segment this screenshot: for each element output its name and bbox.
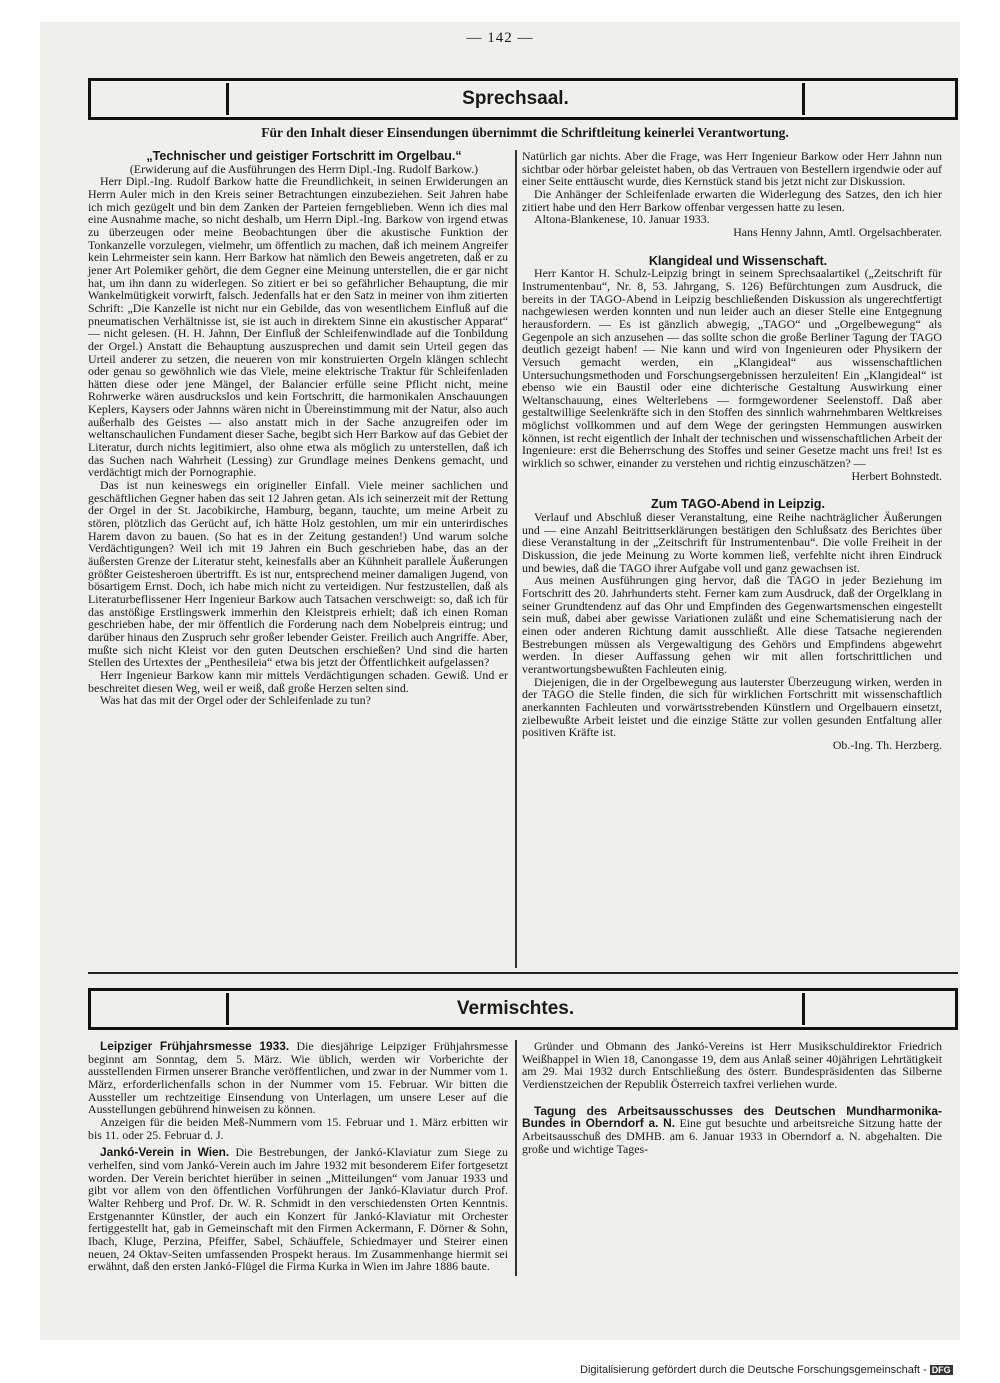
article1-paragraph: Natürlich gar nichts. Aber die Frage, was Herr Ingenieur Barkow oder Herr Jahnn nun sichtbar oder hörbar geleistet haben, ob das Vertrauen von Bestellern irgendwie oder auf einer Seite enttäuscht wurde, dies Kernstück stand bis jetzt nicht zur Diskussion. bbox=[522, 149, 942, 189]
article3-paragraph: Verlauf und Abschluß dieser Veranstaltung, eine Reihe nachträglicher Äußerungen und — eine Anzahl Beitrittserklärungen bestätigen den Schlußsatz des Berichtes über diese Veranstaltung in der „Zeitschrift für Instrumentenbau“. Die volle Freiheit in der Diskussion, die jede Meinung zu Worte kommen ließ, verfehlte nicht ihren Eindruck und bewies, daß die TAGO ihrer Aufgabe voll und ganz gewachsen ist. bbox=[522, 510, 942, 575]
item3-title: Tagung des Arbeitsausschusses des Deutschen Mundharmonika-Bundes in Oberndorf a. N. bbox=[522, 1103, 942, 1131]
sprechsaal-banner bbox=[88, 78, 958, 120]
sprechsaal-right-column bbox=[522, 150, 942, 752]
article2-title: Klangideal und Wissenschaft. bbox=[648, 253, 828, 268]
item1-text: Die diesjährige Leipziger Frühjahrsmesse beginnt am Sonntag, dem 5. März. Wie üblich, werden wir Vorberichte der ausstellenden Firmen unserer Branche veröffentlichen, und zwar in der Nummer vom 1. März, erforderlichenfalls schon in der Nummer vom 15. Februar. Wir bitten die Aussteller um rechtzeitige Einsendung von Unterlagen, um unsere Leser auf die Ausstellungen gebührend hinweisen zu können. bbox=[88, 1039, 508, 1117]
item1-paragraph: Anzeigen für die beiden Meß-Nummern vom 15. Februar und 1. März erbitten wir bis 11. oder 25. Februar d. J. bbox=[88, 1114, 508, 1142]
sprechsaal-left-column bbox=[88, 150, 508, 707]
item3-text: Eine gut besuchte und arbeitsreiche Sitzung hatte der Arbeitsausschuß des DMHB. am 6. Januar 1933 in Oberndorf a. N. abgehalten. Die große und wichtige Tages- bbox=[522, 1116, 942, 1156]
vermischtes-left-column bbox=[88, 1040, 508, 1273]
disclaimer: Für den Inhalt dieser Einsendungen übernimmt die Schriftleitung keinerlei Verantwortung. bbox=[261, 125, 789, 140]
vermischtes-right-column bbox=[522, 1040, 942, 1155]
article1-paragraph: Herr Dipl.-Ing. Rudolf Barkow hatte die Freundlichkeit, in seinen Erwiderungen an Herrn Auler mich in den Kreis seiner Betrachtungen einzubeziehen. Seit Jahren habe ich mich gezügelt und bin dem Zanken der Parteien ferngeblieben. Wenn ich dies mal eine Ausnahme mache, so nicht deshalb, um Herrn Dipl.-Ing. Barkow von irgend etwas zu überzeugen oder meine Beobachtungen über die akustische Funktion der Tonkanzelle vorzulegen, vielmehr, um öffentlich zu machen, daß ich meinem Angreifer kein Lehrmeister sein kann. Herr Barkow hat nämlich den Beweis angetreten, daß er zu jener Art Polemiker gehört, die dem Gegner eine Meinung unterstellen, die er gar nicht hat, um ihn dann zu widerlegen. So zitiert er bei so gefährlicher Behauptung, die mir Wankelmütigkeit vorwirft, falsch. Jedenfalls hat er den Satz in meiner von ihm zitierten Schrift: „Die Kanzelle ist nicht nur ein Gebilde, das von wesentlichem Einfluß auf die pneumatischen Verhältnisse ist, sie ist auch in direktem Sinne ein akustischer Apparat“ — nicht gelesen. (H. H. Jahnn, Der Einfluß der Schleifenwindlade auf die Tonbildung der Orgel.) Anstatt die Behauptung auszusprechen und damit sein Urteil gegen das Urteil anderer zu setzen, die neueren von mir konstruierten Orgeln klängen schlecht oder genau so gewöhnlich wie das Viele, meine elektrische Traktur für Schleifenladen hätten diese oder jene Mängel, der Balancier erfülle seine Pflicht nicht, meine Rohrwerke wären ausdruckslos und kein Fortschritt, die harmonikalen Anschauungen Keplers, Kaysers oder Jahnns wären nicht in Übereinstimmung mit der Natur, also auch außerhalb des Geistes — also anstatt mich in der Sache anzugreifen oder im weltanschaulichen Fundament dieser Sache, begibt sich Herr Barkow auf das Gebiet der Literatur, durch nichts legitimiert, also ohne etwa als möglich zu unterstellen, daß ich das Suchen nach Wahrheit (Lessing) zur Grundlage meines Denkens gemacht, und verdächtigt mich der Pornographie. bbox=[88, 174, 508, 480]
column-divider bbox=[515, 150, 517, 968]
column-divider bbox=[515, 1040, 517, 1276]
article1-signature: Hans Henny Jahnn, Amtl. Orgelsachberater. bbox=[733, 224, 942, 239]
vermischtes-title: Vermischtes. bbox=[226, 993, 805, 1025]
item2-text: Die Bestrebungen, der Jankó-Klaviatur zum Siege zu verhelfen, sind vom Jankó-Verein auch im Jahre 1932 mit besonderem Eifer fortgesetzt worden. Der Verein berichtet hierüber in seinen „Mitteilungen“ vom Januar 1933 und gibt vor allem von den öffentlichen Vorführungen der Jankó-Klaviatur durch Prof. Walter Rehberg und Prof. Dr. W. R. Schmidt in den verschiedensten Orten Kenntnis. Erstgenannter Künstler, der auch ein Konzert für Jankó-Klaviatur mit Orchester fertiggestellt hat, gab in Gemeinschaft mit den Firmen Ackermann, F. Dörner & Sohn, Ibach, Kluge, Perzina, Pfeiffer, Sabel, Schäuffele, Schiedmayer und Steirer einen neuen, 24 Oktav-Seiten umfassenden Prospekt heraus. Im Zusammenhange hiermit sei erwähnt, daß den ersten Jankó-Flügel die Firma Kurka in Wien im Jahre 1886 baute. bbox=[88, 1145, 508, 1274]
article3-paragraph: Diejenigen, die in der Orgelbewegung aus lauterster Überzeugung wirken, werden in der TAGO die Stelle finden, die sich für wirklichen Fortschritt mit wissenschaftlich anerkannten Fachleuten und vorwärtsstrebenden Künstlern und Orgelbauern einsetzt, zielbewußte Arbeit leistet und die einzige Stätte zur vollen gesunden Entfaltung aller positiven Kräfte ist. bbox=[522, 674, 942, 740]
article3-signature: Ob.-Ing. Th. Herzberg. bbox=[832, 737, 942, 752]
vermischtes-banner bbox=[88, 988, 958, 1030]
article1-dateline: Altona-Blankenese, 10. Januar 1933. bbox=[534, 212, 710, 227]
section-rule bbox=[88, 972, 958, 974]
sprechsaal-title: Sprechsaal. bbox=[226, 83, 805, 115]
article3-paragraph: Aus meinen Ausführungen ging hervor, daß die TAGO in jeder Beziehung im Fortschritt des 20. Jahrhunderts steht. Ferner kam zum Ausdruck, daß der Orgelklang in seiner Grundtendenz auf das Ohr und Empfinden des Gegenwartsmenschen eingestellt sein muß, dabei aber gewisse Variationen zuläßt und eine Schematisierung nach der einen oder anderen Richtung damit ausschließt. Alle diese Tatsache negierenden Bestrebungen müssen als Vergewaltigung des Gehörs und Empfindens abgewehrt werden. In dieser Auffassung gehen wir mit allen fortschrittlichen und verantwortungsbewußten Fachleuten einig. bbox=[522, 573, 942, 676]
page-number: — 142 — bbox=[466, 30, 534, 46]
article1-paragraph: Das ist nun keineswegs ein origineller Einfall. Viele meiner sachlichen und geschäftlichen Gegner haben das seit 12 Jahren getan. Als ich seinerzeit mit der Rettung der Orgel in der St. Jacobikirche, Hamburg, begann, tauchte, um meine Arbeit zu stören, plötzlich das Gerücht auf, ich hätte Holz gestohlen, um mir ein unterirdisches Harem davon zu bauen. (So hat es in der Zeitung gestanden!) Und warum solche Verdächtigungen? Weil ich mit 19 Jahren ein Buch geschrieben habe, das an der äußersten Grenze der Literatur steht, keinesfalls aber an Kühnheit parallele Äußerungen größter Geistesheroen übertrifft. Es ist nur, entsprechend meiner damaligen Jugend, von bösartigem Ernst. Doch, ich habe mich nicht zu verteidigen. Nur festzustellen, daß als Literaturbeflissener Herr Ingenieur Barkow auch Tatsachen verschweigt: so, daß ich für das anstößige Erstlingswerk immerhin den Kleistpreis erhielt; daß ich einen Roman geschrieben habe, der mir öffentlich die Forderung nach dem Nobelpreis eintrug; und darüber hinaus den Zuspruch sehr großer lebender Geister. Freilich auch Angriffe. Aber, mußte sich nicht Kleist vor den guten Deutschen erschießen? Und sind die harten Stellen des Urtextes der „Penthesileia“ etwa bis jetzt der Öffentlichkeit aufgelassen? bbox=[88, 478, 508, 670]
article1-title: „Technischer und geistiger Fortschritt im Orgelbau.“ bbox=[146, 149, 462, 163]
article2-paragraph: Herr Kantor H. Schulz-Leipzig bringt in seinem Sprechsaalartikel („Zeitschrift für Instrumentenbau“, Nr. 8, 53. Jahrgang, S. 126) Befürchtungen zum Ausdruck, die bereits in der TAGO-Abend in Leipzig beschließenden Diskussion als ungerechtfertigt nachgewiesen werden konnten und nun leider auch an dieser Stelle eine Entgegnung herausfordern. — Es ist gänzlich abwegig, „TAGO“ und „Orgelbewegung“ als Gegenpole an sich anzusehen — das sollte schon die große Berliner Tagung der TAGO deutlich gezeigt haben! — Nie kann und wird von Ingenieuren oder Physikern der Versuch gemacht werden, ein „Klangideal“ aus wissenschaftlichen Untersuchungsmethoden und Forschungsergebnissen herzuleiten! Ein „Klangideal“ ist ebenso wie ein Baustil oder eine dichterische Gestaltung Auswirkung einer Weltanschauung, eines Welterlebens — formgewordener Seelenstoff. Daß aber gestaltwillige Seelenkräfte sich in den Stoffen des sinnlich wahrnehmbaren Weltkreises möglichst vollkommen und auf dem Wege der geringsten Hemmungen auswirken können, ist recht eigentlich der Inhalt der technischen und wissenschaftlichen Arbeit der Ingenieure: erst die Beherrschung des Stoffes und seiner Gesetze macht uns frei! Ist es wirklich so schwer, einander zu verstehen und richtig einzuschätzen? — bbox=[522, 266, 942, 471]
item1-title: Leipziger Frühjahrsmesse 1933. bbox=[100, 1039, 290, 1053]
item2-paragraph: Gründer und Obmann des Jankó-Vereins ist Herr Musikschuldirektor Friedrich Weißhappel in Wien 18, Canongasse 19, dem aus Anlaß seiner 40jährigen Lehrtätigkeit am 29. Mai 1932 durch Entschließung des österr. Bundespräsidenten das Silberne Verdienstzeichen der Republik Österreich taxfrei verliehen wurde. bbox=[522, 1039, 942, 1091]
article3-title: Zum TAGO-Abend in Leipzig. bbox=[651, 497, 825, 512]
article1-paragraph: Die Anhänger der Schleifenlade erwarten die Widerlegung des Satzes, den ich hier zitiert habe und den Herr Barkow offenbar vergessen hatte zu lesen. bbox=[522, 186, 942, 214]
article2-signature: Herbert Bohnstedt. bbox=[851, 468, 942, 483]
item2-title: Jankó-Verein in Wien. bbox=[100, 1145, 230, 1160]
article1-paragraph: Herr Ingenieur Barkow kann mir mittels Verdächtigungen schaden. Gewiß. Und er beschreitet diesen Weg, weil er weiß, daß große Herzen selten sind. bbox=[88, 667, 508, 695]
footer-text: Digitalisierung gefördert durch die Deutsche Forschungsgemeinschaft - bbox=[580, 1364, 927, 1376]
article1-paragraph: Was hat das mit der Orgel oder der Schleifenlade zu tun? bbox=[100, 693, 371, 708]
article1-subtitle: (Erwiderung auf die Ausführungen des Herrn Dipl.-Ing. Rudolf Barkow.) bbox=[129, 161, 479, 176]
footer bbox=[580, 1364, 953, 1376]
dfg-logo: DFG bbox=[931, 1365, 951, 1375]
